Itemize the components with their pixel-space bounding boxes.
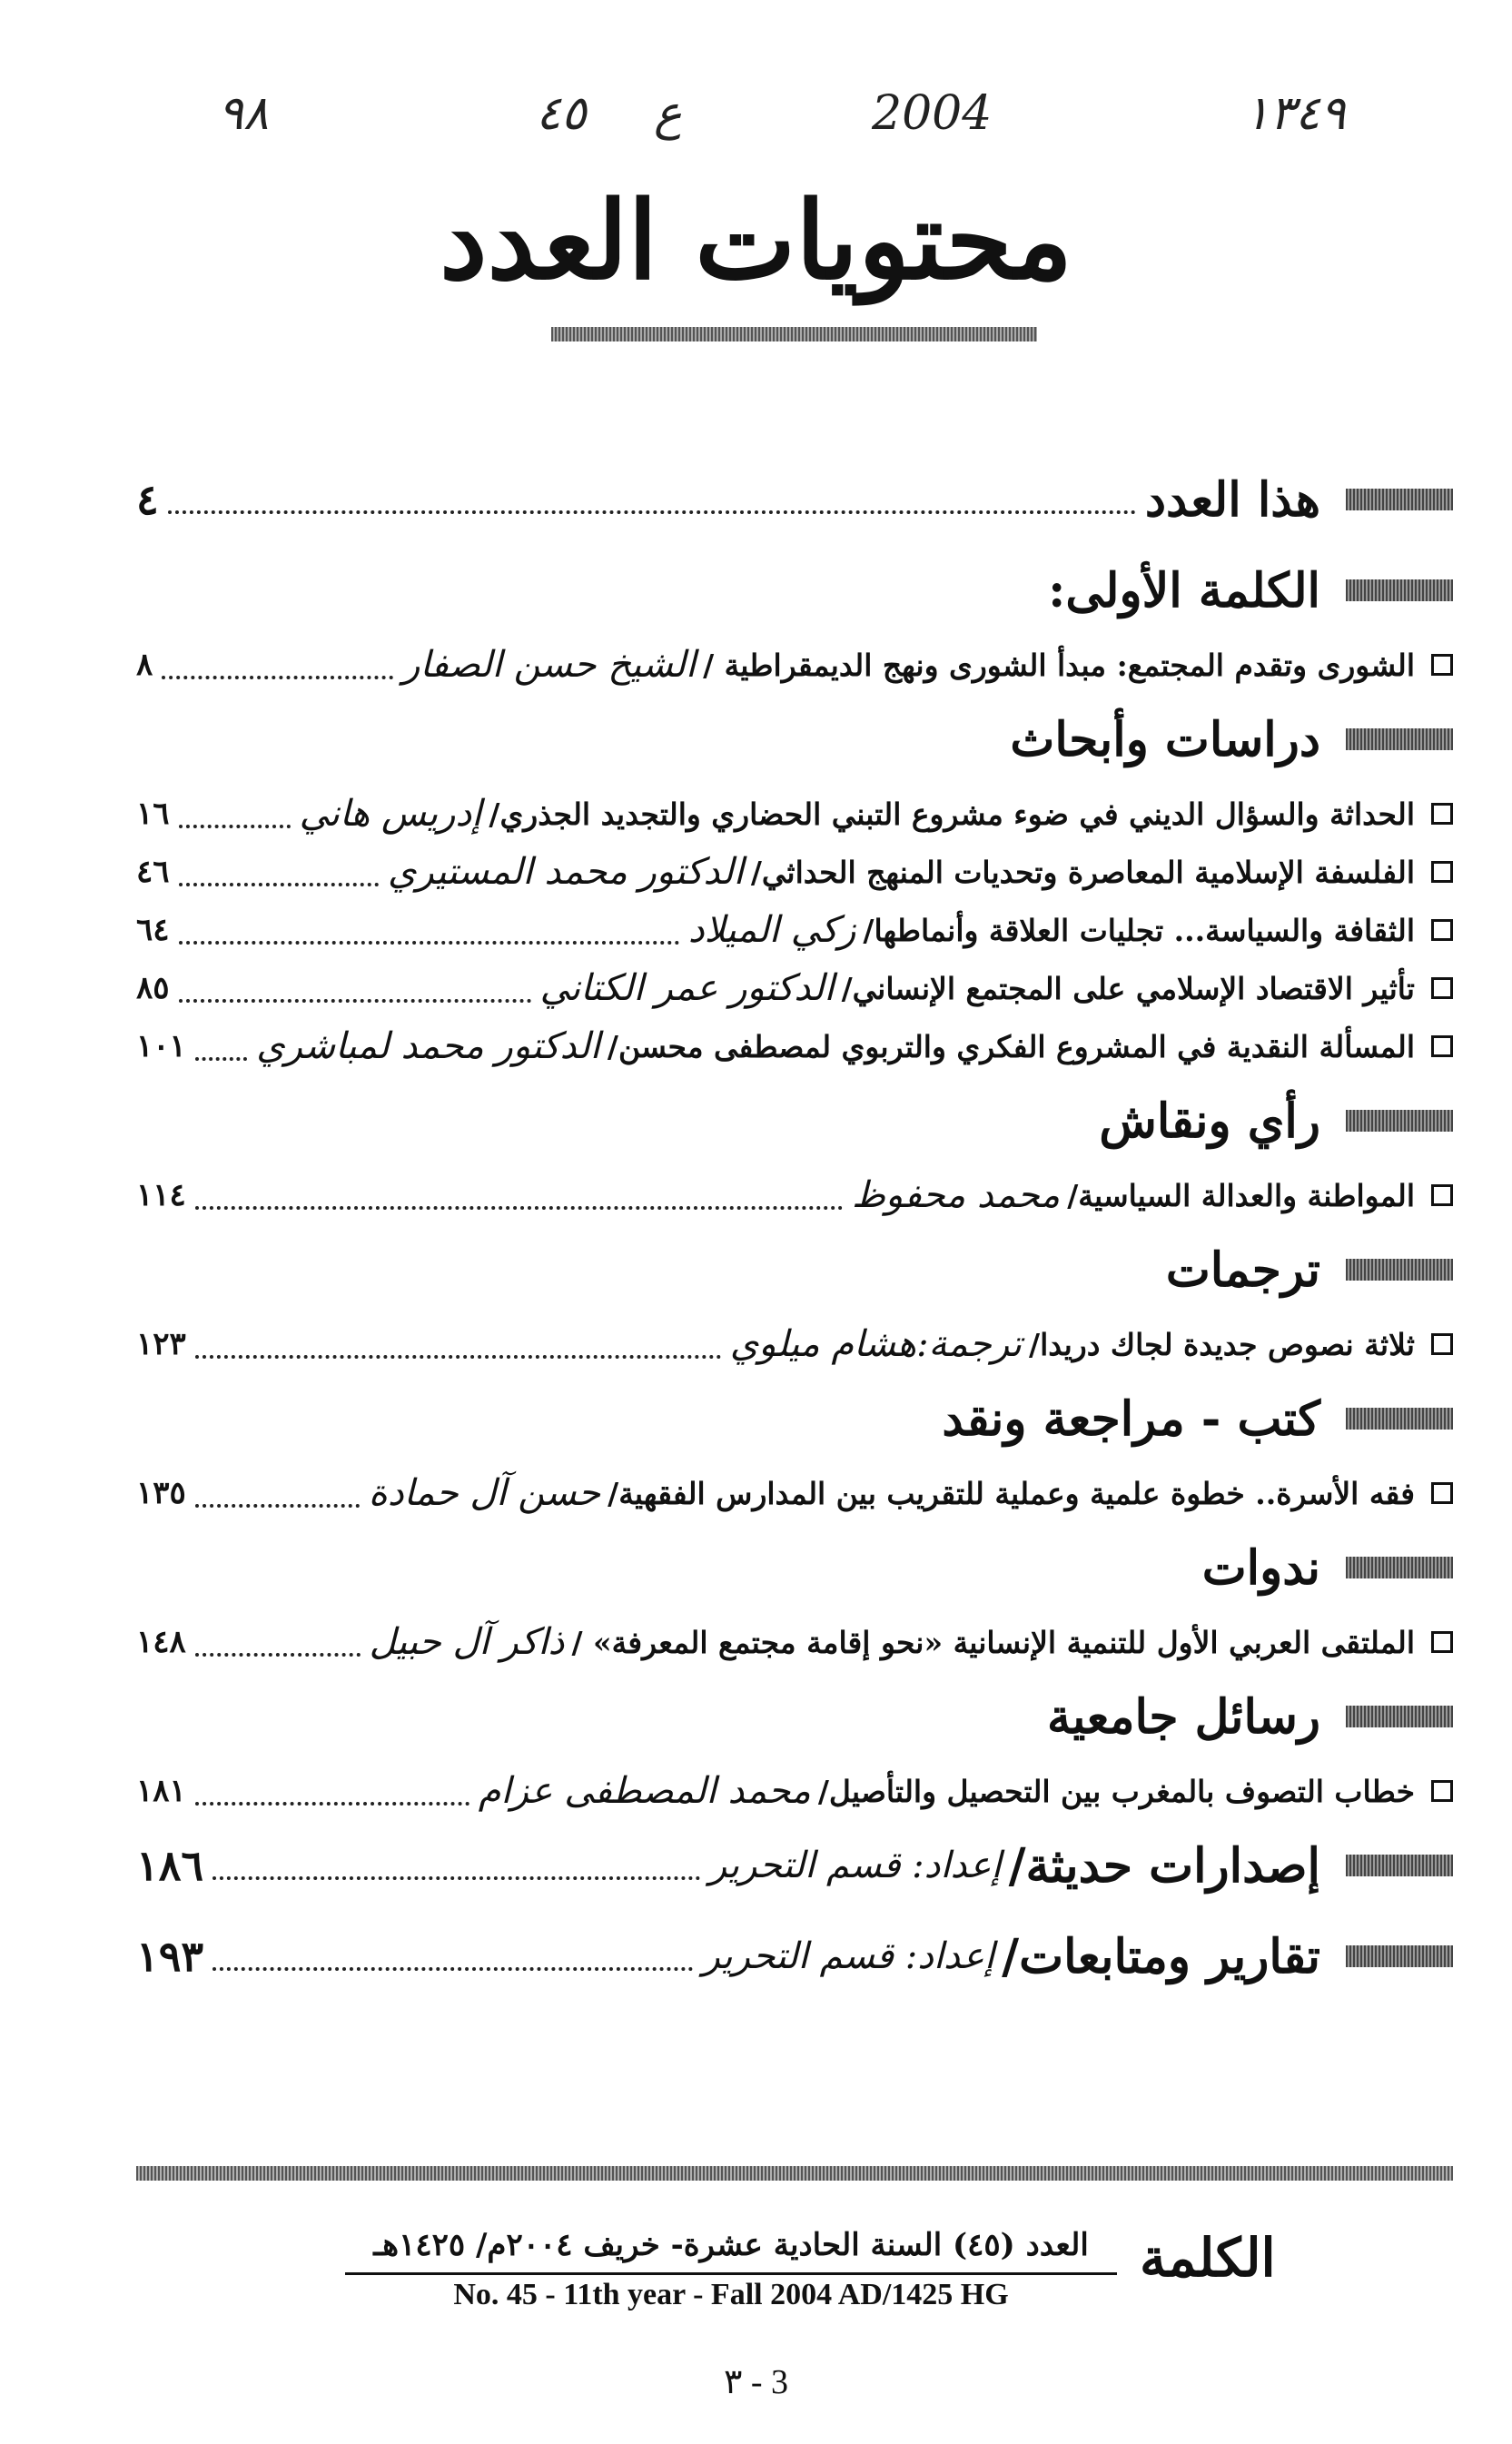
section-marker (1346, 1110, 1453, 1132)
toc-section (136, 454, 1453, 545)
toc-entry (136, 843, 1453, 901)
entry-author: الدكتور محمد لمباشري (256, 1025, 600, 1067)
section-marker (1346, 728, 1453, 750)
entry-author: ذاكر آل حبيل (369, 1621, 565, 1663)
toc-section (136, 1075, 1453, 1166)
page-ref: ٨ (136, 647, 153, 683)
page-ref: ٤ (136, 475, 159, 524)
page-ref: ١٨٦ (136, 1841, 204, 1890)
page-ref: ٨٥ (136, 970, 170, 1006)
handwritten-note: ١٣٤٩ (1244, 86, 1346, 141)
magazine-logo: الكلمة (1140, 2227, 1276, 2289)
issue-info-english: No. 45 - 11th year - Fall 2004 AD/1425 HG (453, 2278, 1009, 2311)
dot-leader (179, 999, 531, 1003)
checkbox-icon (1431, 803, 1453, 825)
checkbox-icon (1431, 1780, 1453, 1802)
dot-leader (195, 1206, 843, 1210)
section-title: رسائل جامعية (1047, 1688, 1320, 1745)
toc-entry (136, 1613, 1453, 1671)
dot-leader (168, 510, 1136, 514)
section-marker (1346, 1945, 1453, 1967)
checkbox-icon (1431, 861, 1453, 883)
issue-info-arabic: العدد (٤٥) السنة الحادية عشرة- خريف ٢٠٠٤م/ ١٤٢٥هـ (373, 2227, 1089, 2263)
checkbox-icon (1431, 919, 1453, 941)
entry-title: الملتقى العربي الأول للتنمية الإنسانية «نحو إقامة مجتمع المعرفة» / (571, 1624, 1415, 1660)
page-ref: ٤٦ (136, 854, 170, 890)
entry-author: زكي الميلاد (687, 909, 856, 951)
page-ref: ١٣٥ (136, 1475, 186, 1511)
handwritten-note: ٩٨ (218, 86, 269, 141)
toc-section (136, 694, 1453, 785)
checkbox-icon (1431, 977, 1453, 999)
section-title: الكلمة الأولى: (1048, 562, 1320, 618)
handwritten-note: ٤٥ (536, 86, 587, 141)
entry-title: المواطنة والعدالة السياسية/ (1067, 1177, 1415, 1213)
page-ref: ١١٤ (136, 1177, 186, 1213)
toc-entry (136, 1017, 1453, 1075)
handwritten-note: ع (654, 86, 683, 141)
checkbox-icon (1431, 654, 1453, 676)
toc-entry (136, 636, 1453, 694)
toc-section (136, 1671, 1453, 1762)
entry-title: تأثير الاقتصاد الإسلامي على المجتمع الإنساني/ (841, 970, 1415, 1006)
section-marker (1346, 579, 1453, 601)
section-title: إصدارات حديثة/ (1008, 1837, 1320, 1894)
toc-entry (136, 785, 1453, 843)
page-ref: ١٨١ (136, 1773, 186, 1809)
section-marker (1346, 489, 1453, 510)
page-ref: ٦٤ (136, 912, 170, 948)
page-ref: ١٠١ (136, 1028, 186, 1064)
entry-author: الدكتور محمد المستيري (388, 851, 744, 893)
checkbox-icon (1431, 1631, 1453, 1653)
entry-author: حسن آل حمادة (368, 1472, 601, 1514)
entry-title: خطاب التصوف بالمغرب بين التحصيل والتأصيل/ (817, 1773, 1415, 1809)
section-title: ندوات (1201, 1539, 1320, 1596)
entry-author: إدريس هاني (299, 793, 482, 835)
page-number: ٣ - 3 (723, 2363, 789, 2401)
toc-entry (136, 1464, 1453, 1522)
dot-leader (195, 1057, 247, 1061)
section-title: هذا العدد (1144, 471, 1320, 528)
toc-section (136, 1373, 1453, 1464)
page-ref: ١٢٣ (136, 1326, 186, 1362)
entry-author: الشيخ حسن الصفار (402, 644, 697, 686)
footer-divider (136, 2166, 1453, 2181)
toc-section (136, 1820, 1453, 1911)
dot-leader (195, 1355, 721, 1359)
section-title: رأي ونقاش (1099, 1093, 1320, 1149)
issue-divider (345, 2272, 1117, 2275)
entry-author: ترجمة:هشام ميلوي (729, 1323, 1023, 1365)
entry-title: الشورى وتقدم المجتمع: مبدأ الشورى ونهج الديمقراطية / (703, 647, 1415, 683)
section-author: إعداد: قسم التحرير (702, 1935, 995, 1977)
toc-section (136, 1522, 1453, 1613)
entry-title: الثقافة والسياسة... تجليات العلاقة وأنماطها/ (863, 912, 1415, 948)
section-marker (1346, 1706, 1453, 1727)
dot-leader (195, 1504, 360, 1508)
entry-author: محمد المصطفى عزام (478, 1770, 811, 1812)
page-ref: ١٩٣ (136, 1932, 204, 1981)
toc-section (136, 545, 1453, 636)
entry-title: الحداثة والسؤال الديني في ضوء مشروع التبني الحضاري والتجديد الجذري/ (489, 796, 1415, 832)
dot-leader (195, 1802, 469, 1806)
checkbox-icon (1431, 1184, 1453, 1206)
page-ref: ١٤٨ (136, 1624, 186, 1660)
toc-section (136, 1911, 1453, 2002)
entry-author: محمد محفوظ (852, 1174, 1061, 1216)
entry-title: الفلسفة الإسلامية المعاصرة وتحديات المنهج الحداثي/ (750, 854, 1415, 890)
dot-leader (195, 1653, 361, 1657)
section-marker (1346, 1259, 1453, 1281)
section-author: إعداد: قسم التحرير (708, 1845, 1002, 1886)
dot-leader (179, 941, 679, 945)
section-marker (1346, 1557, 1453, 1578)
section-title: تقارير ومتابعات/ (1002, 1928, 1320, 1984)
checkbox-icon (1431, 1333, 1453, 1355)
page-ref: ١٦ (136, 796, 170, 832)
section-marker (1346, 1855, 1453, 1876)
section-marker (1346, 1408, 1453, 1430)
toc-entry (136, 959, 1453, 1017)
section-title: دراسات وأبحاث (1010, 711, 1320, 767)
dot-leader (212, 1967, 693, 1971)
dot-leader (179, 825, 291, 828)
checkbox-icon (1431, 1035, 1453, 1057)
toc-section (136, 1224, 1453, 1315)
table-of-contents (136, 454, 1453, 2002)
entry-title: ثلاثة نصوص جديدة لجاك دريدا/ (1029, 1326, 1415, 1362)
dot-leader (212, 1876, 700, 1880)
section-title: كتب - مراجعة ونقد (942, 1390, 1320, 1447)
toc-entry (136, 1762, 1453, 1820)
page-title: محتويات العدد (439, 177, 1073, 303)
dot-leader (179, 883, 380, 886)
entry-title: المسألة النقدية في المشروع الفكري والتربوي لمصطفى محسن/ (607, 1028, 1415, 1064)
entry-title: فقه الأسرة.. خطوة علمية وعملية للتقريب بين المدارس الفقهية/ (608, 1475, 1415, 1511)
toc-entry (136, 1166, 1453, 1224)
toc-entry (136, 1315, 1453, 1373)
checkbox-icon (1431, 1482, 1453, 1504)
section-title: ترجمات (1165, 1242, 1320, 1298)
title-underline (551, 327, 1037, 341)
dot-leader (162, 676, 393, 679)
entry-author: الدكتور عمر الكتاني (539, 967, 835, 1009)
handwritten-note: 2004 (872, 86, 993, 141)
toc-entry (136, 901, 1453, 959)
